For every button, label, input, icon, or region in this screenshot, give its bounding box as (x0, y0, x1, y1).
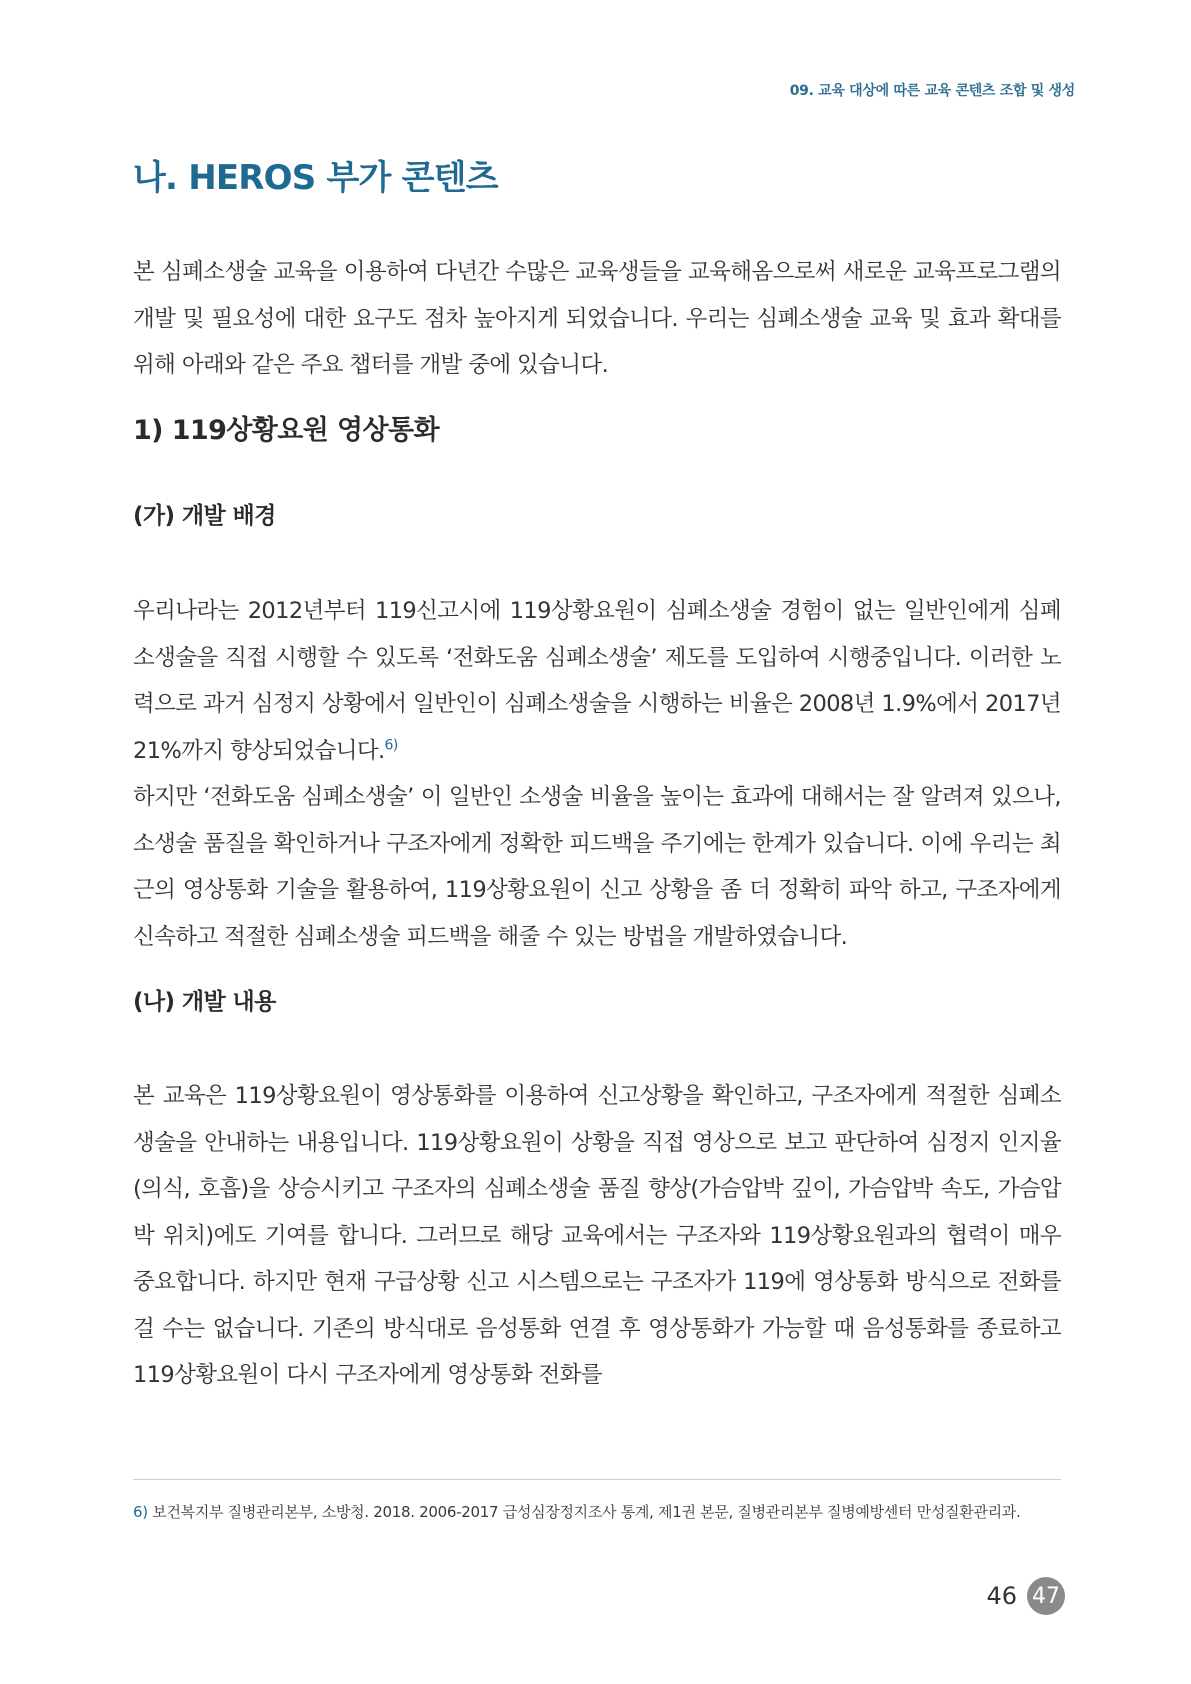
background-paragraph-2: 하지만 ‘전화도움 심폐소생술’ 이 일반인 소생술 비율을 높이는 효과에 대해서는 잘 알려져 있으나, 소생술 품질을 확인하거나 구조자에게 정확한 피드백을 주기에는 한계가 있습니다. 이에 우리는 최근의 영상통화 기술을 활용하여, 119상황요원이 신고 상황을 좀 더 정확히 파악 하고, 구조자에게 신속하고 적절한 심폐소생술 피드백을 해줄 수 있는 방법을 개발하였습니다. (133, 784, 1061, 950)
content-heading: (나) 개발 내용 (133, 989, 276, 1015)
background-paragraph-1 (133, 588, 1061, 774)
background-heading: (가) 개발 배경 (133, 503, 276, 529)
background-block (133, 588, 1061, 960)
page-number-left: 46 (986, 1582, 1017, 1610)
subsection-title: 1) 119상황요원 영상통화 (133, 415, 439, 446)
running-header: 09. 교육 대상에 따른 교육 콘텐츠 조합 및 생성 (789, 83, 1075, 99)
footnote-reference[interactable]: 6) (384, 737, 398, 753)
footnote-divider (133, 1479, 1061, 1480)
intro-paragraph: 본 심폐소생술 교육을 이용하여 다년간 수많은 교육생들을 교육해옴으로써 새로운 교육프로그램의 개발 및 필요성에 대한 요구도 점차 높아지게 되었습니다. 우리는 심폐소생술 교육 및 효과 확대를 위해 아래와 같은 주요 챕터를 개발 중에 있습니다. (133, 259, 1061, 378)
footnote (133, 1500, 1061, 1525)
page-number-right: 47 (1027, 1577, 1065, 1615)
background-paragraph-1-text: 우리나라는 2012년부터 119신고시에 119상황요원이 심폐소생술 경험이 없는 일반인에게 심폐소생술을 직접 시행할 수 있도록 ‘전화도움 심폐소생술’ 제도를 도입하여 시행중입니다. 이러한 노력으로 과거 심정지 상황에서 일반인이 심폐소생술을 시행하는 비율은 2008년 1.9%에서 2017년 21%까지 향상되었습니다. (133, 598, 1061, 764)
page-numbers (986, 1577, 1065, 1615)
content-paragraph: 본 교육은 119상황요원이 영상통화를 이용하여 신고상황을 확인하고, 구조자에게 적절한 심폐소생술을 안내하는 내용입니다. 119상황요원이 상황을 직접 영상으로 보고 판단하여 심정지 인지율(의식, 호흡)을 상승시키고 구조자의 심폐소생술 품질 향상(가슴압박 깊이, 가슴압박 속도, 가슴압박 위치)에도 기여를 합니다. 그러므로 해당 교육에서는 구조자와 119상황요원과의 협력이 매우 중요합니다. 하지만 현재 구급상황 신고 시스템으로는 구조자가 119에 영상통화 방식으로 전화를 걸 수는 없습니다. 기존의 방식대로 음성통화 연결 후 영상통화가 가능할 때 음성통화를 종료하고 119상황요원이 다시 구조자에게 영상통화 전화를 (133, 1083, 1061, 1388)
content-block (133, 1073, 1061, 1399)
footnote-text: 보건복지부 질병관리본부, 소방청. 2018. 2006-2017 급성심장정지조사 통계, 제1권 본문, 질병관리본부 질병예방센터 만성질환관리과. (152, 1503, 1021, 1521)
intro-block (133, 249, 1061, 389)
footnote-mark: 6) (133, 1503, 148, 1521)
section-title: 나. HEROS 부가 콘텐츠 (133, 158, 498, 198)
